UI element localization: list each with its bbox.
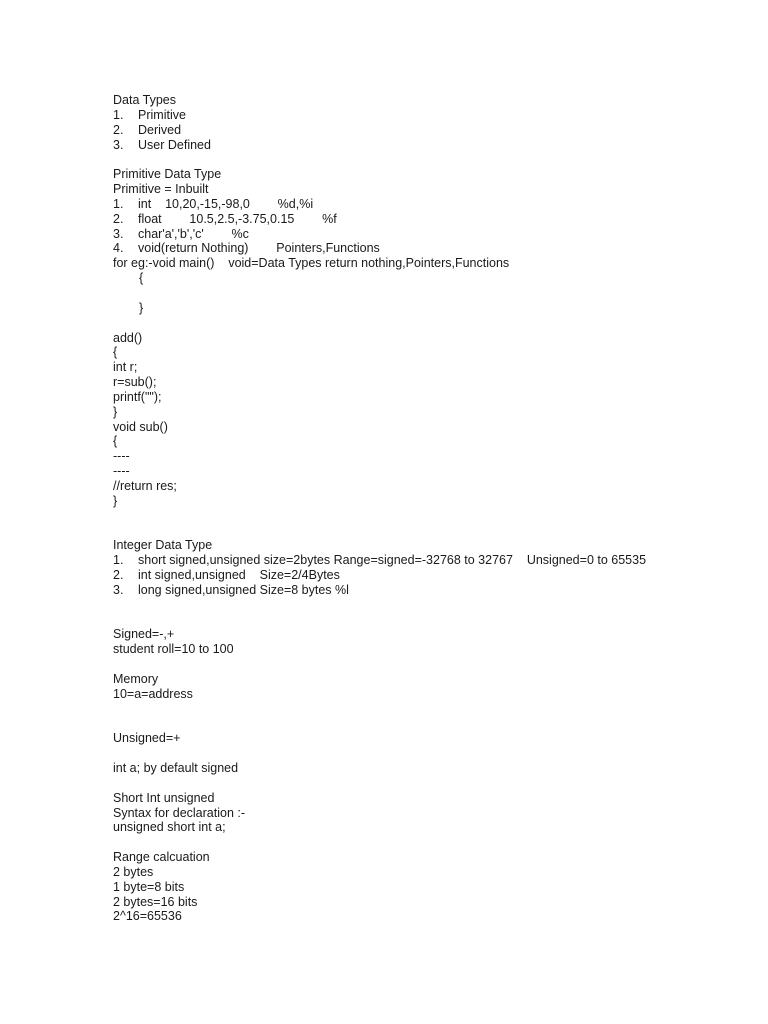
primitive-heading: Primitive Data Type	[113, 167, 222, 182]
primitive-item: 3. char'a','b','c' %c	[113, 226, 249, 241]
document-body	[113, 93, 753, 924]
default-signed-line: int a; by default signed	[113, 760, 239, 775]
unsigned-line: Unsigned=+	[113, 731, 181, 746]
data-types-item: 2. Derived	[113, 122, 182, 137]
close-brace: }	[139, 300, 144, 315]
primitive-item: 4. void(return Nothing) Pointers,Functions	[113, 241, 380, 256]
code-line: }	[113, 404, 118, 419]
signed-line: Signed=-,+	[113, 627, 175, 642]
data-types-item: 1. Primitive	[113, 107, 186, 122]
range-line: 2^16=65536	[113, 909, 182, 924]
primitive-example: for eg:-void main() void=Data Types return nothing,Pointers,Functions	[113, 256, 510, 271]
signed-line: student roll=10 to 100	[113, 642, 234, 657]
primitive-item: 2. float 10.5,2.5,-3.75,0.15 %f	[113, 211, 337, 226]
code-line: void sub()	[113, 419, 168, 434]
code-line: add()	[113, 330, 143, 345]
primitive-subheading: Primitive = Inbuilt	[113, 182, 209, 197]
integer-heading: Integer Data Type	[113, 538, 213, 553]
data-types-item: 3. User Defined	[113, 137, 211, 152]
code-line: int r;	[113, 360, 138, 375]
code-line: {	[113, 345, 118, 360]
integer-item: 3. long signed,unsigned Size=8 bytes %l	[113, 582, 349, 597]
memory-line: Memory	[113, 671, 159, 686]
range-line: 2 bytes	[113, 864, 154, 879]
code-line: printf("");	[113, 389, 162, 404]
code-line: ----	[113, 449, 130, 464]
code-line: r=sub();	[113, 375, 157, 390]
range-line: Range calcuation	[113, 850, 210, 865]
range-line: 2 bytes=16 bits	[113, 894, 198, 909]
primitive-item: 1. int 10,20,-15,-98,0 %d,%i	[113, 196, 314, 211]
memory-line: 10=a=address	[113, 686, 193, 701]
code-line: ----	[113, 464, 130, 479]
code-line: }	[113, 493, 118, 508]
data-types-heading: Data Types	[113, 93, 177, 107]
code-line: {	[113, 434, 118, 449]
short-unsigned-line: unsigned short int a;	[113, 820, 226, 835]
open-brace: {	[139, 271, 144, 286]
range-line: 1 byte=8 bits	[113, 879, 185, 894]
integer-item: 2. int signed,unsigned Size=2/4Bytes	[113, 568, 340, 582]
code-line: //return res;	[113, 478, 177, 493]
integer-item: 1. short signed,unsigned size=2bytes Range=signed=-32768 to 32767 Unsigned=0 to 65535	[113, 553, 647, 568]
short-unsigned-line: Short Int unsigned	[113, 790, 215, 805]
short-unsigned-line: Syntax for declaration :-	[113, 805, 246, 820]
